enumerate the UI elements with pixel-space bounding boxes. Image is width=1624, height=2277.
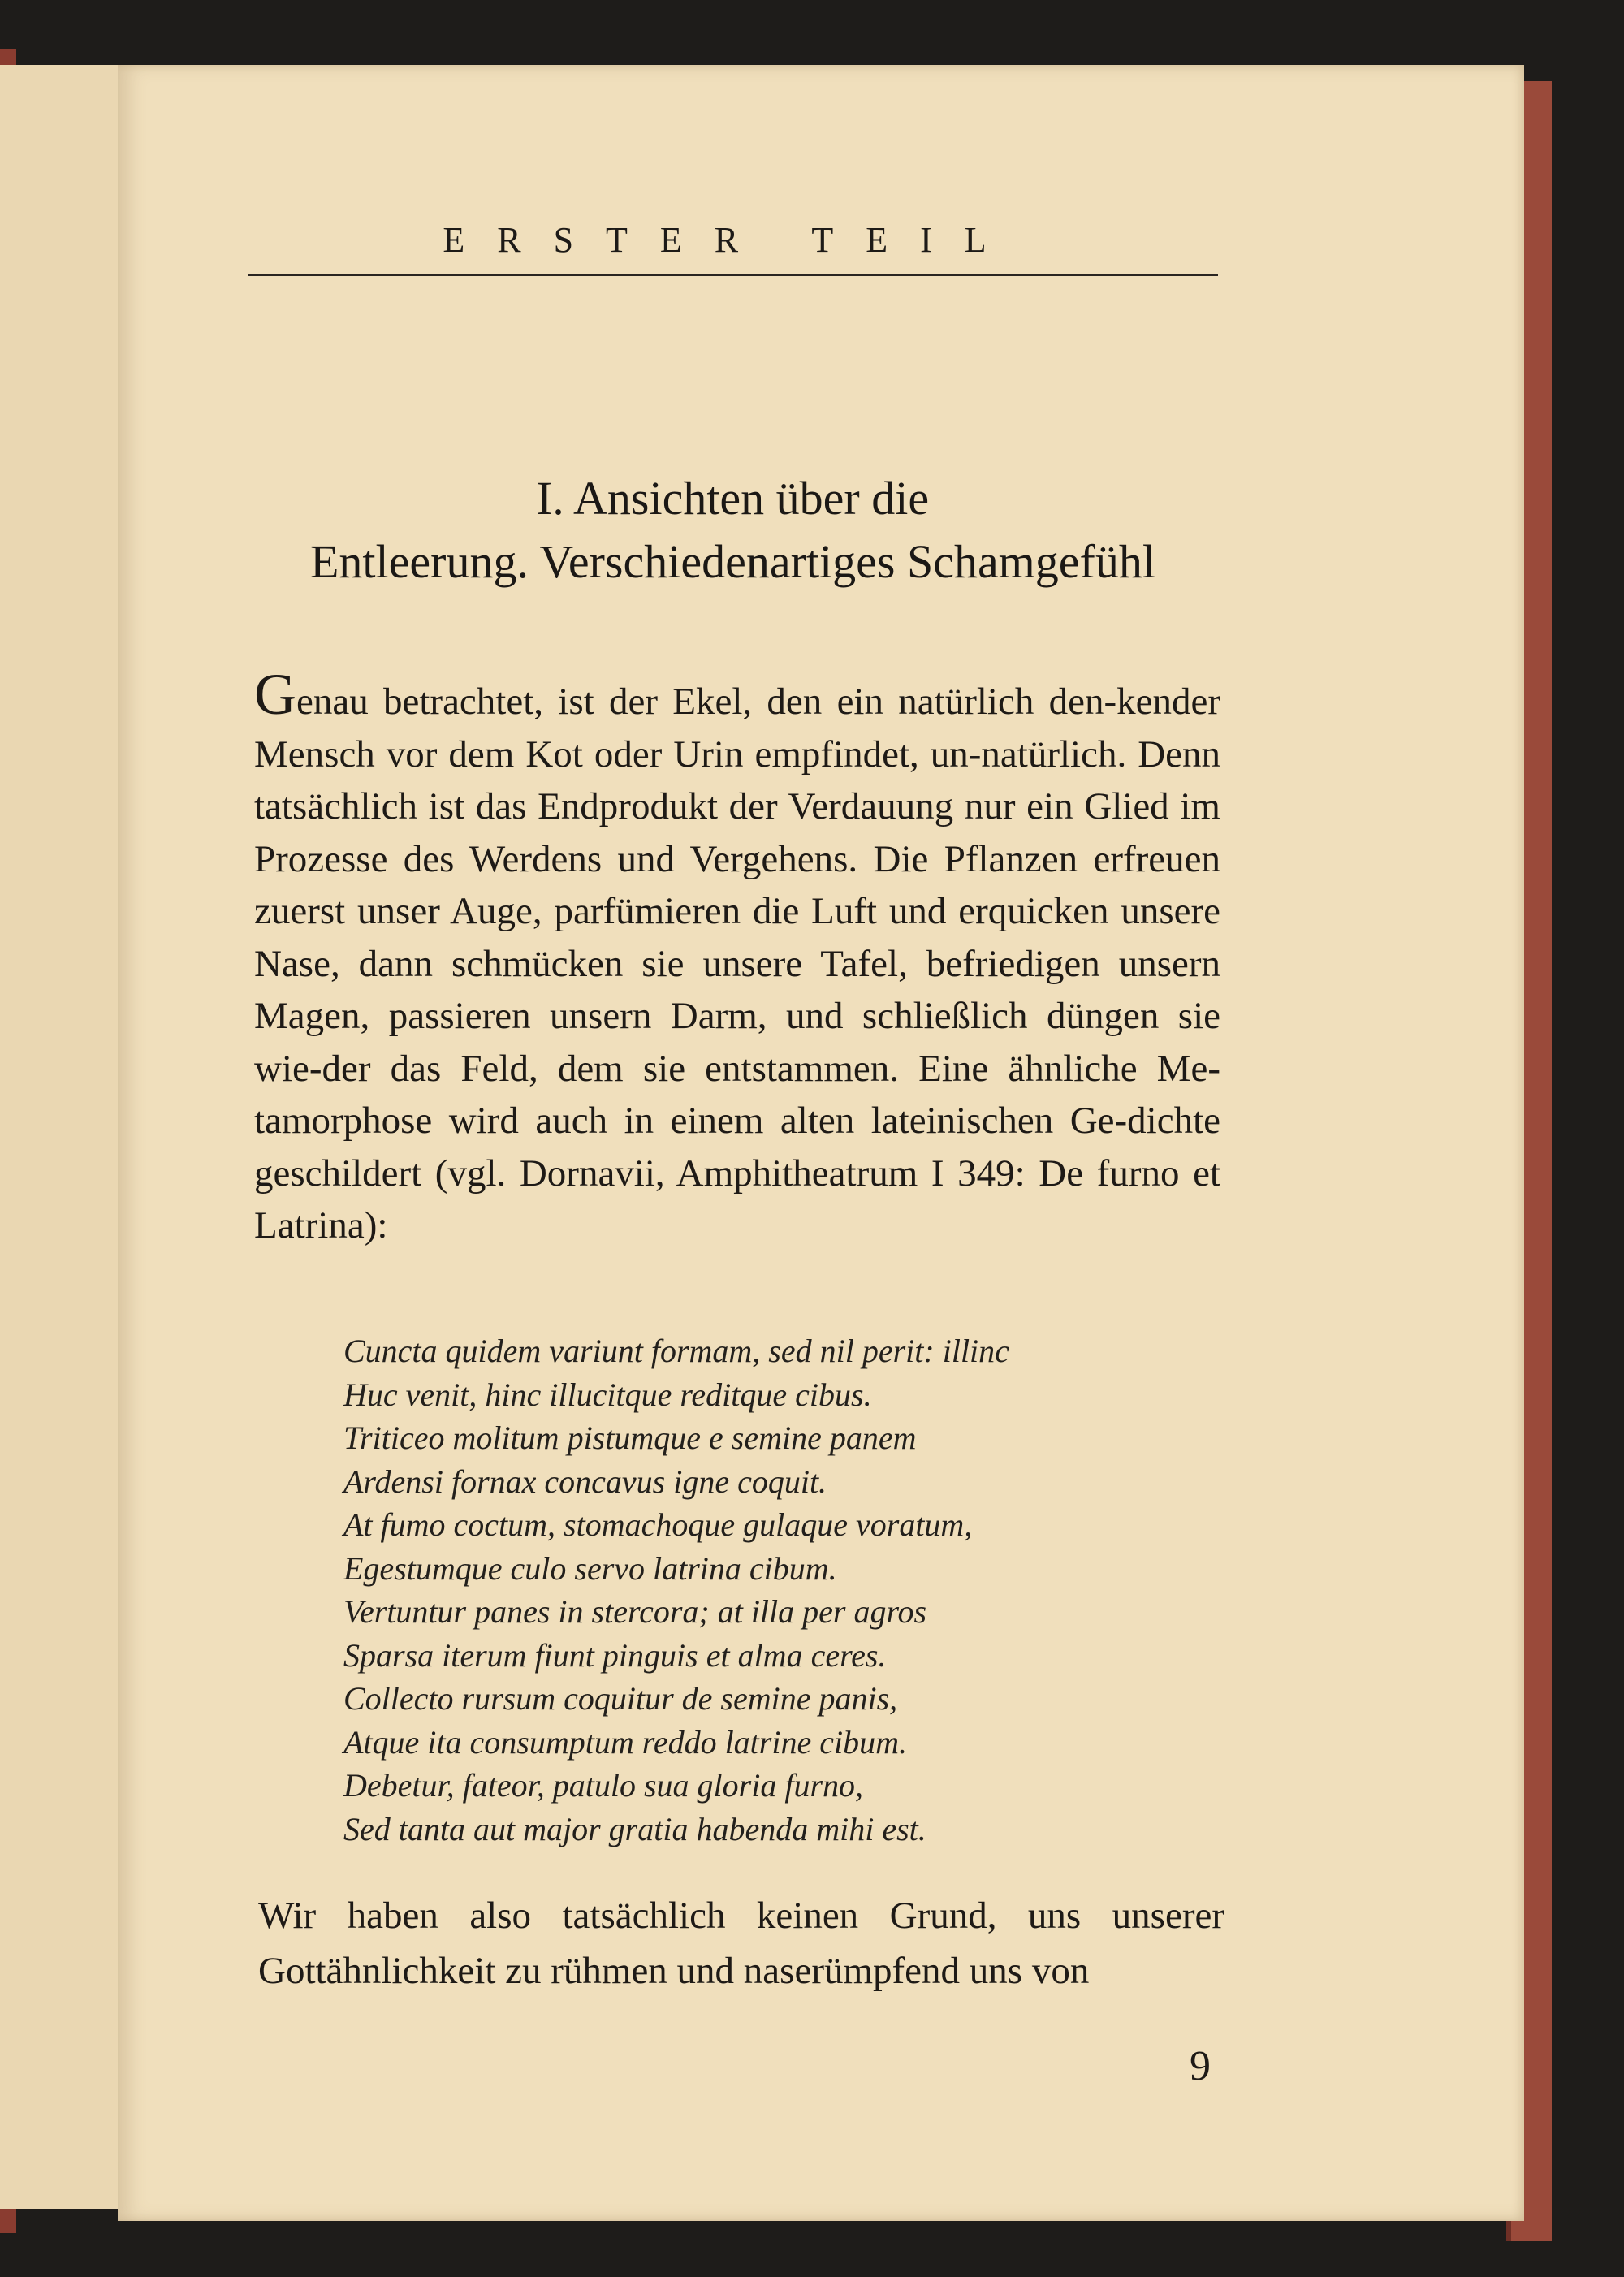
- closing-paragraph: Wir haben also tatsächlich keinen Grund, uns unserer Gottähnlichkeit zu rühmen und naserümpfend uns von: [258, 1895, 1224, 1992]
- poem-line: Sparsa iterum fiunt pinguis et alma ceres.: [343, 1636, 887, 1674]
- header-rule: [248, 274, 1218, 276]
- left-page-edge: [0, 65, 124, 2209]
- chapter-title-line-1: I. Ansichten über die: [536, 472, 930, 525]
- book-page: [118, 65, 1524, 2221]
- poem-line: Ardensi fornax concavus igne coquit.: [343, 1463, 827, 1500]
- poem-line: At fumo coctum, stomachoque gulaque voratum,: [343, 1506, 973, 1543]
- poem-line: Debetur, fateor, patulo sua gloria furno,: [343, 1767, 864, 1804]
- latin-poem: [343, 1329, 1237, 1851]
- poem-line: Vertuntur panes in stercora; at illa per agros: [343, 1593, 927, 1630]
- running-head: ERSTER TEIL: [443, 220, 1019, 260]
- poem-line: Huc venit, hinc illucitque reditque cibus.: [343, 1376, 872, 1413]
- page-number: 9: [1190, 2043, 1211, 2089]
- poem-line: Sed tanta aut major gratia habenda mihi est.: [343, 1810, 926, 1847]
- body-paragraph: [254, 662, 1220, 1252]
- drop-letter: G: [254, 662, 296, 727]
- chapter-title: [248, 467, 1218, 594]
- poem-line: Egestumque culo servo latrina cibum.: [343, 1549, 837, 1587]
- poem-line: Atque ita consumptum reddo latrine cibum.: [343, 1723, 907, 1761]
- poem-line: Collecto rursum coquitur de semine panis,: [343, 1680, 898, 1717]
- poem-line: Triticeo molitum pistumque e semine panem: [343, 1419, 917, 1456]
- poem-line: Cuncta quidem variunt formam, sed nil perit: illinc: [343, 1333, 1009, 1369]
- body-paragraph-text: enau betrachtet, ist der Ekel, den ein natürlich den-kender Mensch vor dem Kot oder Urin empfindet, un-natürlich. Denn tatsächlich ist das Endprodukt der Verdauung nur ein Glied im Prozesse des Werdens und Vergehens. Die Pflanzen erfreuen zuerst unser Auge, parfümieren die Luft und erquicken unsere Nase, dann schmücken sie unsere Tafel, befriedigen unsern Magen, passieren unsern Darm, und schließlich düngen sie wie-der das Feld, dem sie entstammen. Eine ähnliche Me-tamorphose wird auch in einem alten lateinischen Ge-dichte geschildert (vgl. Dornavii, Amphitheatrum I 349: De furno et Latrina):: [254, 681, 1220, 1247]
- chapter-title-line-2: Entleerung. Verschiedenartiges Schamgefühl: [310, 535, 1155, 588]
